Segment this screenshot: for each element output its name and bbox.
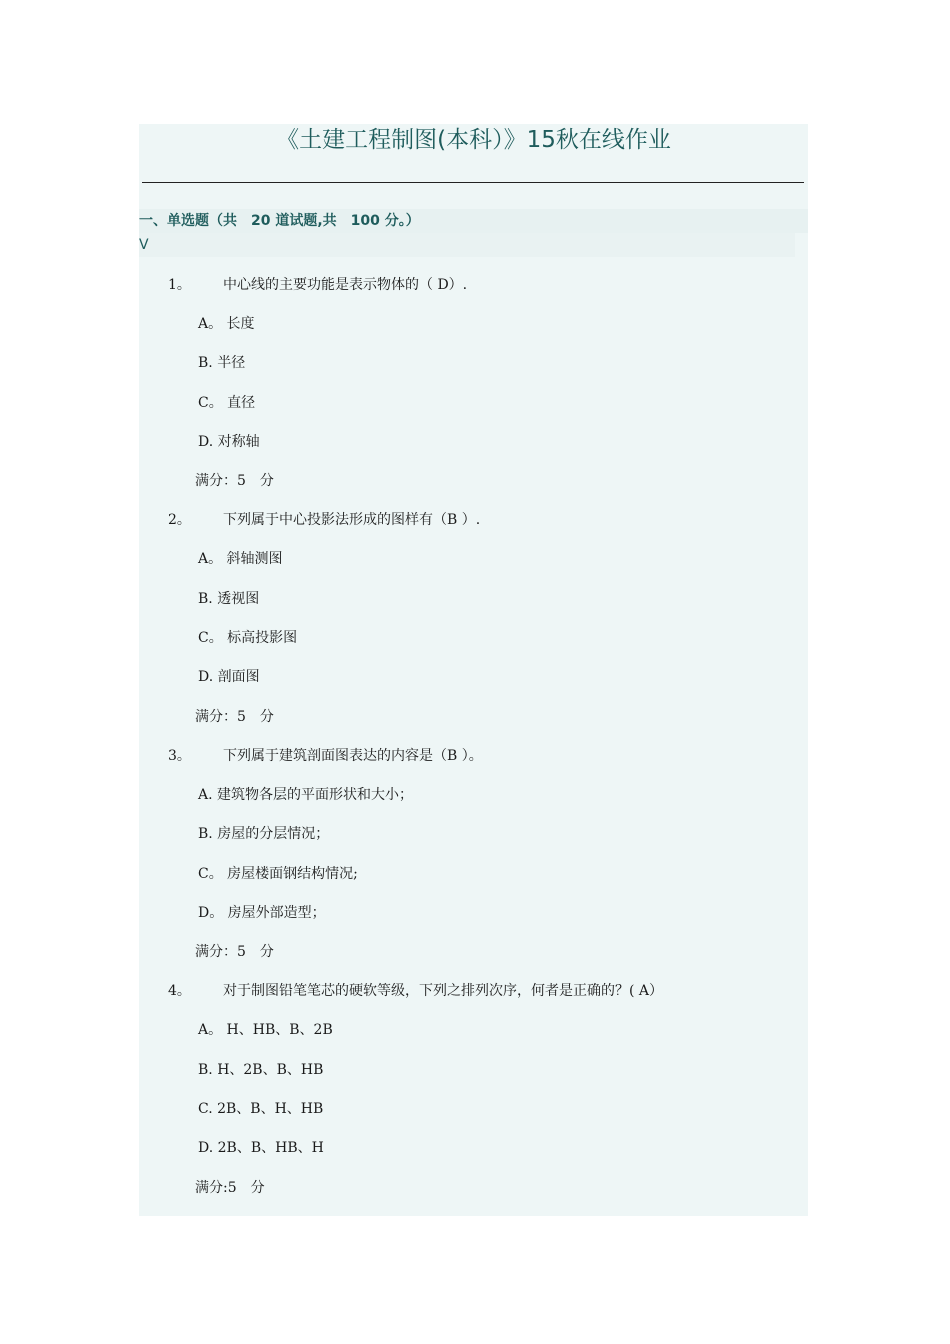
question-text: 对于制图铅笔笔芯的硬软等级，下列之排列次序，何者是正确的？( A） [223, 983, 664, 999]
option-d[interactable]: D。 房屋外部造型； [198, 905, 326, 921]
question-4 [139, 981, 808, 1001]
option-c[interactable]: C. 2B、B、H、HB [198, 1101, 324, 1117]
option-d[interactable]: D. 对称轴 [198, 434, 260, 450]
score-label: 满分:5 分 [195, 1180, 265, 1196]
option-a[interactable]: A。 H、HB、B、2B [198, 1022, 333, 1038]
option-b[interactable]: B. 房屋的分层情况； [198, 826, 330, 842]
question-number: 2。 [168, 512, 191, 528]
score-label: 满分：5 分 [195, 709, 274, 725]
score-label: 满分：5 分 [195, 473, 274, 489]
option-c[interactable]: C。 标高投影图 [198, 630, 298, 646]
question-3 [139, 746, 808, 766]
question-number: 1。 [168, 277, 191, 293]
answer-mark: V [139, 233, 795, 257]
option-d[interactable]: D. 剖面图 [198, 669, 260, 685]
question-text: 中心线的主要功能是表示物体的（ D）. [223, 277, 468, 293]
question-text: 下列属于中心投影法形成的图样有（B ）. [223, 512, 481, 528]
title-divider [142, 182, 804, 183]
page-title: 《土建工程制图(本科）》15秋在线作业 [276, 127, 671, 153]
option-a[interactable]: A. 建筑物各层的平面形状和大小； [198, 787, 414, 803]
question-number: 4。 [168, 983, 191, 999]
option-b[interactable]: B. H、2B、B、HB [198, 1062, 324, 1078]
section-heading: 一、单选题（共 20 道试题,共 100 分。） [139, 209, 808, 233]
option-a[interactable]: A。 长度 [198, 316, 255, 332]
option-a[interactable]: A。 斜轴测图 [198, 551, 283, 567]
question-2 [139, 510, 808, 530]
assignment-panel [139, 124, 808, 1216]
option-c[interactable]: C。 房屋楼面钢结构情况; [198, 866, 358, 882]
option-c[interactable]: C。 直径 [198, 395, 256, 411]
question-1 [139, 275, 808, 295]
question-text: 下列属于建筑剖面图表达的内容是（B ）。 [223, 748, 483, 764]
option-b[interactable]: B. 半径 [198, 355, 246, 371]
score-label: 满分：5 分 [195, 944, 274, 960]
option-d[interactable]: D. 2B、B、HB、H [198, 1140, 324, 1156]
question-number: 3。 [168, 748, 191, 764]
option-b[interactable]: B. 透视图 [198, 591, 260, 607]
